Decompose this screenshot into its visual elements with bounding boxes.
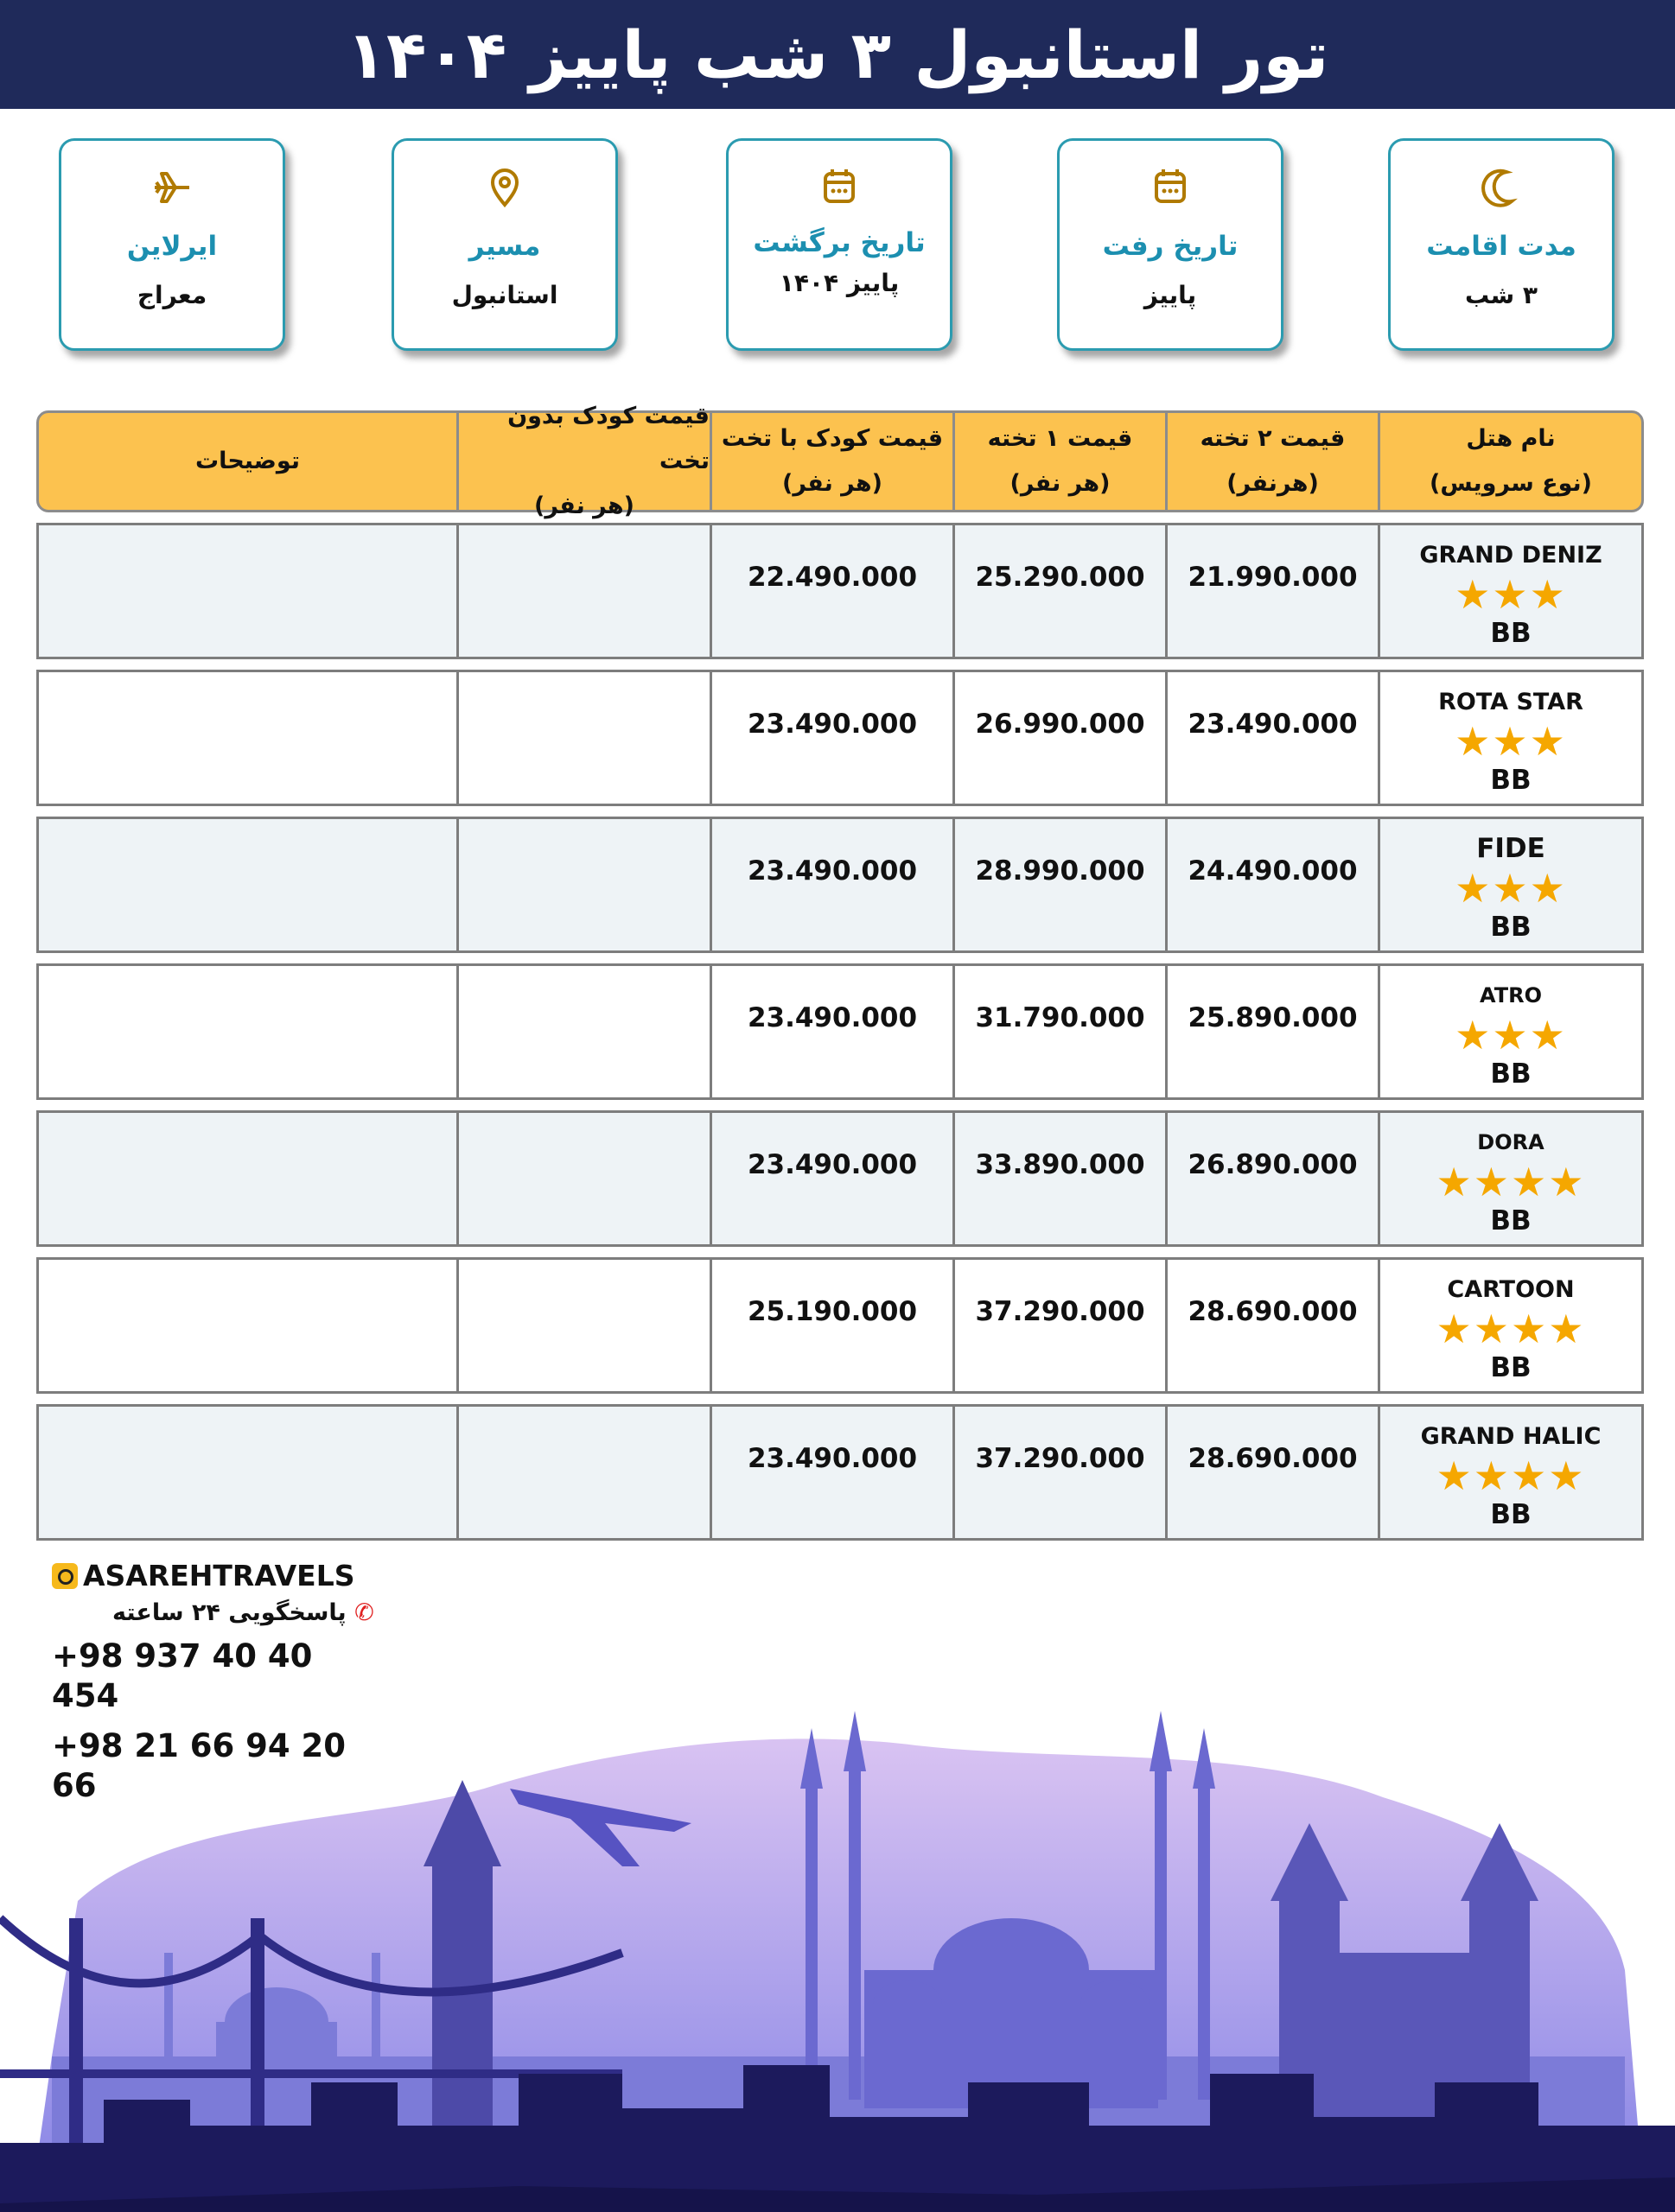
table-row: [36, 1404, 1644, 1541]
info-cards: [59, 138, 1614, 351]
cell-child-nobed: [456, 1407, 710, 1538]
card-route: [392, 138, 618, 351]
phone-mobile[interactable]: +98 937 40 40 454: [52, 1637, 313, 1714]
hotel-name: DORA: [1477, 1130, 1544, 1154]
cell-single: 28.990.000: [952, 819, 1165, 950]
service-type: BB: [1490, 618, 1532, 649]
star-rating: ★★★: [1455, 571, 1567, 618]
cell-double: 26.890.000: [1165, 1113, 1378, 1244]
cell-child-nobed: [456, 819, 710, 950]
table-header: [36, 403, 1644, 519]
cell-child-bed: 23.490.000: [710, 1113, 952, 1244]
star-rating: ★★★★: [1436, 1159, 1586, 1205]
hotel-name: CARTOON: [1447, 1275, 1575, 1303]
hotel-name: ROTA STAR: [1438, 688, 1583, 715]
service-type: BB: [1490, 1205, 1532, 1236]
hotel-name: GRAND DENIZ: [1419, 541, 1602, 569]
table-row: [36, 963, 1644, 1100]
cell-double: 25.890.000: [1165, 966, 1378, 1097]
star-rating: ★★★★: [1436, 1306, 1586, 1352]
cell-child-bed: 23.490.000: [710, 966, 952, 1097]
cell-double: 28.690.000: [1165, 1260, 1378, 1391]
table-row: [36, 523, 1644, 659]
cell-hotel: [1378, 672, 1641, 804]
card-value: ۳ شب: [1464, 281, 1538, 309]
cell-notes: [39, 672, 456, 804]
cell-single: 37.290.000: [952, 1260, 1165, 1391]
card-value: معراج: [137, 281, 207, 309]
header-double: قیمت ۲ تخته (هرنفر): [1165, 413, 1378, 510]
cell-hotel: [1378, 966, 1641, 1097]
instagram-icon: [52, 1563, 78, 1589]
cell-child-bed: 22.490.000: [710, 525, 952, 657]
cell-notes: [39, 525, 456, 657]
cell-notes: [39, 1260, 456, 1391]
service-type: BB: [1490, 1058, 1532, 1090]
cell-single: 25.290.000: [952, 525, 1165, 657]
cell-hotel: [1378, 1407, 1641, 1538]
cell-child-nobed: [456, 966, 710, 1097]
cell-child-bed: 23.490.000: [710, 672, 952, 804]
table-row: [36, 1110, 1644, 1247]
cell-hotel: [1378, 525, 1641, 657]
header-notes: توضیحات: [195, 448, 300, 474]
cell-child-bed: 25.190.000: [710, 1260, 952, 1391]
location-pin-icon: [394, 162, 615, 213]
card-label: تاریخ رفت: [1102, 231, 1239, 262]
card-airline: [59, 138, 285, 351]
card-value: استانبول: [451, 281, 558, 309]
airplane-icon: [61, 162, 283, 213]
cell-single: 33.890.000: [952, 1113, 1165, 1244]
cell-child-bed: 23.490.000: [710, 1407, 952, 1538]
cell-single: 37.290.000: [952, 1407, 1165, 1538]
card-departure-date: [1057, 138, 1283, 351]
star-rating: ★★★: [1455, 865, 1567, 912]
header-child-nobed: قیمت کودک بدون تخت (هر نفر): [456, 413, 710, 510]
cell-double: 28.690.000: [1165, 1407, 1378, 1538]
cell-child-nobed: [456, 1260, 710, 1391]
star-rating: ★★★★: [1436, 1452, 1586, 1499]
header-hotel: نام هتل (نوع سرویس): [1378, 413, 1641, 510]
cell-child-nobed: [456, 525, 710, 657]
card-value: پاییز: [1143, 281, 1197, 309]
table-row: [36, 817, 1644, 953]
card-label: مسیر: [468, 231, 541, 262]
cell-double: 24.490.000: [1165, 819, 1378, 950]
card-stay-duration: [1388, 138, 1614, 351]
cell-notes: [39, 1113, 456, 1244]
cell-child-nobed: [456, 1113, 710, 1244]
service-type: BB: [1490, 912, 1532, 943]
phone-landline[interactable]: +98 21 66 94 20 66: [52, 1727, 346, 1804]
star-rating: ★★★: [1455, 718, 1567, 765]
calendar-icon: [1060, 162, 1281, 213]
card-label: ایرلاین: [126, 231, 218, 262]
table-row: [36, 1257, 1644, 1394]
calendar-icon: [729, 162, 950, 213]
card-label: تاریخ برگشت: [753, 227, 926, 258]
cell-single: 26.990.000: [952, 672, 1165, 804]
cell-double: 23.490.000: [1165, 672, 1378, 804]
cell-child-bed: 23.490.000: [710, 819, 952, 950]
table-row: [36, 670, 1644, 806]
cell-hotel: [1378, 819, 1641, 950]
cell-child-nobed: [456, 672, 710, 804]
support-hours: ✆ پاسخگویی ۲۴ ساعته: [112, 1599, 374, 1626]
card-value: پاییز ۱۴۰۴: [779, 269, 900, 297]
hotel-name: GRAND HALIC: [1420, 1422, 1602, 1450]
cell-single: 31.790.000: [952, 966, 1165, 1097]
cell-notes: [39, 966, 456, 1097]
moon-icon: [1391, 162, 1612, 213]
cell-notes: [39, 819, 456, 950]
hotel-name: FIDE: [1476, 833, 1545, 864]
header-single: قیمت ۱ تخته (هر نفر): [952, 413, 1165, 510]
service-type: BB: [1490, 1499, 1532, 1530]
cell-double: 21.990.000: [1165, 525, 1378, 657]
service-type: BB: [1490, 765, 1532, 796]
phone-icon: ✆: [354, 1599, 374, 1626]
star-rating: ★★★: [1455, 1012, 1567, 1058]
card-label: مدت اقامت: [1426, 231, 1576, 262]
card-return-date: [726, 138, 952, 351]
page-title: تور استانبول ۳ شب پاییز ۱۴۰۴: [346, 16, 1329, 93]
service-type: BB: [1490, 1352, 1532, 1383]
cell-hotel: [1378, 1260, 1641, 1391]
title-bar: [0, 0, 1675, 109]
cell-hotel: [1378, 1113, 1641, 1244]
istanbul-skyline-illustration: [0, 1694, 1675, 2212]
header-child-bed: قیمت کودک با تخت (هر نفر): [710, 413, 952, 510]
cell-notes: [39, 1407, 456, 1538]
instagram-handle[interactable]: ASAREHTRAVELS: [52, 1559, 380, 1592]
hotel-name: ATRO: [1480, 983, 1542, 1007]
